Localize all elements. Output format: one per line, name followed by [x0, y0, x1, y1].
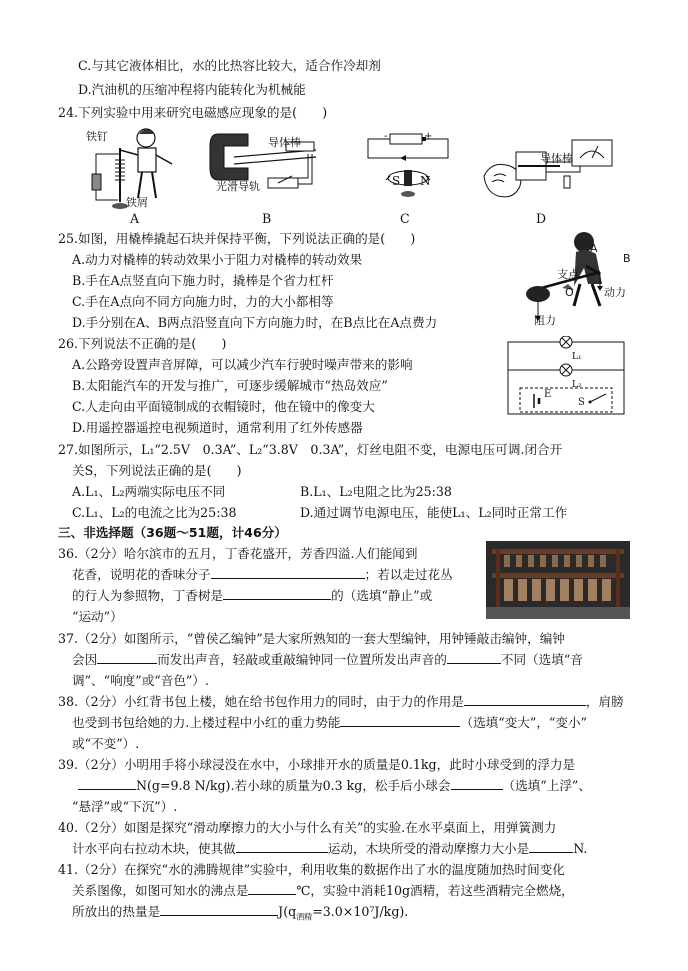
q41-text-c: 所放出的热量是 [72, 904, 161, 919]
q24-fig-b-tag-rod: 导体棒 [268, 136, 301, 149]
q24-fig-b-label: B [262, 211, 272, 226]
q25-option-b: B.手在A点竖直向下施力时，撬棒是个省力杠杆 [72, 273, 334, 288]
q40-blank-1[interactable] [236, 840, 328, 853]
q37-blank-1[interactable] [97, 651, 157, 664]
q26-option-b: B.太阳能汽车的开发与推广，可逐步缓解城市“热岛效应” [72, 378, 388, 393]
q39-line3: “悬浮”或“下沉”）. [72, 799, 178, 814]
q36-text-b: ；若以走过花丛 [364, 567, 453, 582]
q41-blank-2[interactable] [160, 903, 278, 916]
q24-fig-c-label: C [400, 211, 410, 226]
q41-text-d: J(q [278, 904, 297, 919]
q37-line1: 37.（2分）如图所示，“曾侯乙编钟”是大家所熟知的一套大型编钟，用钟锤敲击编钟，编钟 [58, 631, 565, 646]
q37-text-c: 不同（选填“音 [500, 652, 583, 667]
q36-line3 [72, 587, 432, 605]
q40-line2 [72, 840, 587, 858]
q25-option-a: A.动力对橇棒的转动效果小于阻力对橇棒的转动效果 [72, 252, 363, 267]
q38-text-d: （选填“变大”，“变小” [460, 715, 587, 730]
q27-option-c: C.L₁、L₂的电流之比为25:38 [72, 505, 237, 520]
q38-text-b: ，肩膀 [585, 694, 624, 709]
q26-stem: 26.下列说法不正确的是( ) [58, 336, 227, 351]
q24-fig-a-tag-nail: 铁钉 [86, 130, 108, 143]
q38-blank-2[interactable] [340, 714, 460, 727]
q41-text-e: =3.0×10⁷J/kg). [312, 904, 409, 919]
q38-line2 [72, 714, 587, 732]
q41-line2 [72, 882, 574, 900]
q37-blank-2[interactable] [447, 651, 501, 664]
q36-line4: “运动”） [72, 609, 123, 624]
q27-line1: 27.如图所示，L₁“2.5V 0.3A”、L₂“3.8V 0.3A”，灯丝电阻不变，电源电压可调.闭合开 [58, 442, 563, 457]
q38-line1 [58, 693, 624, 711]
q38-text-a: 38.（2分）小红背书包上楼，她在给书包作用力的同时，由于力的作用是 [58, 694, 464, 709]
q23-option-d: D.汽油机的压缩冲程将内能转化为机械能 [78, 82, 306, 97]
q36-line2 [72, 566, 453, 584]
q25-fig-load: 阻力 [534, 314, 556, 327]
q40-text-a: 计水平向右拉动木块，使其做 [72, 841, 236, 856]
q27-option-d: D.通过调节电源电压，能使L₁、L₂同时正常工作 [300, 505, 568, 520]
q25-fig-effort: 动力 [604, 286, 626, 299]
q37-text-a: 会因 [72, 652, 98, 667]
q38-text-c: 也受到书包给她的力.上楼过程中小红的重力势能 [72, 715, 341, 730]
q25-option-c: C.手在A点向不同方向施力时，力的大小都相等 [72, 294, 334, 309]
q26-circuit-figure [500, 336, 632, 420]
q39-blank-2[interactable] [451, 777, 503, 790]
q36-blank-2[interactable] [223, 587, 331, 600]
q40-blank-2[interactable] [529, 840, 573, 853]
q24-figure-c [360, 128, 456, 206]
q24-fig-b-tag-rails: 光滑导轨 [216, 180, 260, 193]
q37-line2 [72, 651, 583, 669]
q36-text-d: 的（选填“静止”或 [331, 588, 433, 603]
q38-line3: 或“不变”）. [72, 736, 140, 751]
q24-fig-d-label: D [536, 211, 547, 226]
q38-blank-1[interactable] [464, 693, 586, 706]
section-heading: 三、非选择题（36题～51题，计46分） [58, 525, 287, 540]
q39-line1: 39.（2分）小明用手将小球浸没在水中，小球排开水的质量是0.1kg，此时小球受到的浮力是 [58, 757, 576, 772]
q41-text-b: ℃，实验中消耗10g酒精，若这些酒精完全燃烧， [296, 883, 574, 898]
q26-option-a: A.公路旁设置声音屏障，可以减少汽车行驶时噪声带来的影响 [72, 357, 413, 372]
q36-line1: 36.（2分）哈尔滨市的五月，丁香花盛开，芳香四溢.人们能闻到 [58, 546, 418, 561]
q25-stem: 25.如图，用橇棒撬起石块并保持平衡，下列说法正确的是( ) [58, 231, 416, 246]
q41-subscript: 酒精 [296, 912, 313, 922]
q23-option-c: C.与其它液体相比，水的比热容比较大，适合作冷却剂 [78, 58, 381, 73]
q40-text-c: N. [573, 841, 588, 856]
q41-line3 [72, 903, 408, 927]
q26-fig-s: S [578, 397, 585, 408]
q24-fig-d-tag-rod: 导体棒 [540, 152, 573, 165]
q36-blank-1[interactable] [211, 566, 365, 579]
q24-fig-c-s: S [392, 174, 401, 188]
q37-text-b: 而发出声音，轻敲或重敲编钟同一位置所发出声音的 [157, 652, 447, 667]
q39-text-a: N(g=9.8 N/kg).若小球的质量为0.3 kg，松手后小球会 [136, 778, 451, 793]
q26-option-c: C.人走向由平面镜制成的衣帽镜时，他在镜中的像变大 [72, 399, 375, 414]
q26-fig-l1: L₁ [572, 352, 582, 362]
q24-stem: 24.下列实验中用来研究电磁感应现象的是( ) [58, 105, 328, 120]
q27-option-a: A.L₁、L₂两端实际电压不同 [72, 484, 226, 499]
q27-line2: 关S，下列说法正确的是( ) [72, 463, 242, 478]
q24-figure-d [480, 132, 630, 216]
q41-line1: 41.（2分）在探究“水的沸腾规律”实验中，利用收集的数据作出了水的温度随加热时间变化 [58, 862, 565, 877]
q39-blank-1[interactable] [78, 777, 136, 790]
q25-fig-b: B [623, 252, 631, 265]
q36-text-c: 的行人为参照物，丁香树是 [72, 588, 224, 603]
q36-text-a: 花香，说明花的香味分子 [72, 567, 211, 582]
q24-fig-c-plus: - [384, 131, 388, 142]
q39-line2 [78, 777, 591, 795]
q26-fig-l2: L₂ [572, 380, 582, 390]
q25-fig-o: O [565, 286, 574, 299]
q24-fig-c-n: N [420, 174, 431, 188]
q40-line1: 40.（2分）如图是探究“滑动摩擦力的大小与什么有关”的实验.在水平桌面上，用弹簧测力 [58, 820, 557, 835]
q41-blank-1[interactable] [248, 882, 296, 895]
q26-option-d: D.用遥控器遥控电视频道时，通常利用了红外传感器 [72, 420, 363, 435]
bianzhong-bells-photo [486, 541, 630, 619]
q25-fig-fulcrum: 支点 [557, 268, 579, 281]
q26-fig-e: E [544, 389, 552, 400]
q27-option-b: B.L₁、L₂电阻之比为25:38 [300, 484, 452, 499]
q25-fig-a: A [590, 242, 598, 255]
q24-fig-c-minus: + [424, 131, 433, 142]
q40-text-b: 运动，木块所受的滑动摩擦力大小是 [327, 841, 530, 856]
q37-line3: 调”、“响度”或“音色”）. [72, 673, 209, 688]
q39-text-b: （选填“上浮”、 [502, 778, 591, 793]
q24-fig-a-label: A [130, 211, 140, 226]
q41-text-a: 关系图像，如图可知水的沸点是 [72, 883, 249, 898]
q24-fig-a-tag-filings: 铁屑 [126, 196, 148, 209]
q25-option-d: D.手分别在A、B两点沿竖直向下方向施力时，在B点比在A点费力 [72, 315, 438, 330]
